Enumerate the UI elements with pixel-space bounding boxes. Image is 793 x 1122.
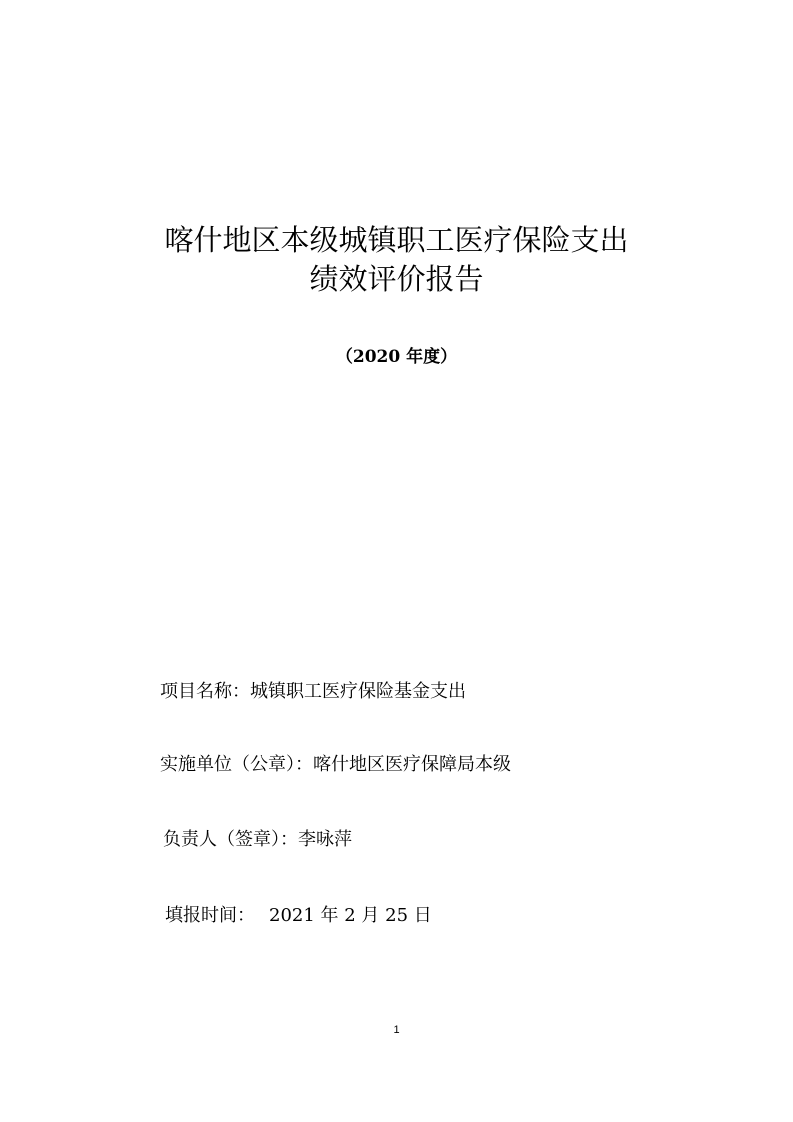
- project-name-field: 项目名称：城镇职工医疗保险基金支出: [160, 681, 466, 702]
- fill-date-value: 2021 年 2 月 25 日: [269, 905, 432, 926]
- implementing-unit-field: 实施单位（公章）：喀什地区医疗保障局本级: [160, 754, 511, 775]
- report-title-line-2: 绩效评价报告: [309, 262, 484, 296]
- fill-date-field: [165, 901, 432, 927]
- fill-date-label: 填报时间：: [165, 905, 255, 926]
- report-title-line-1: 喀什地区本级城镇职工医疗保险支出: [164, 223, 629, 257]
- report-year: （2020 年度）: [335, 347, 458, 367]
- page-number: 1: [393, 1024, 400, 1036]
- responsible-person-field: 负责人（签章）：李咏萍: [163, 829, 352, 850]
